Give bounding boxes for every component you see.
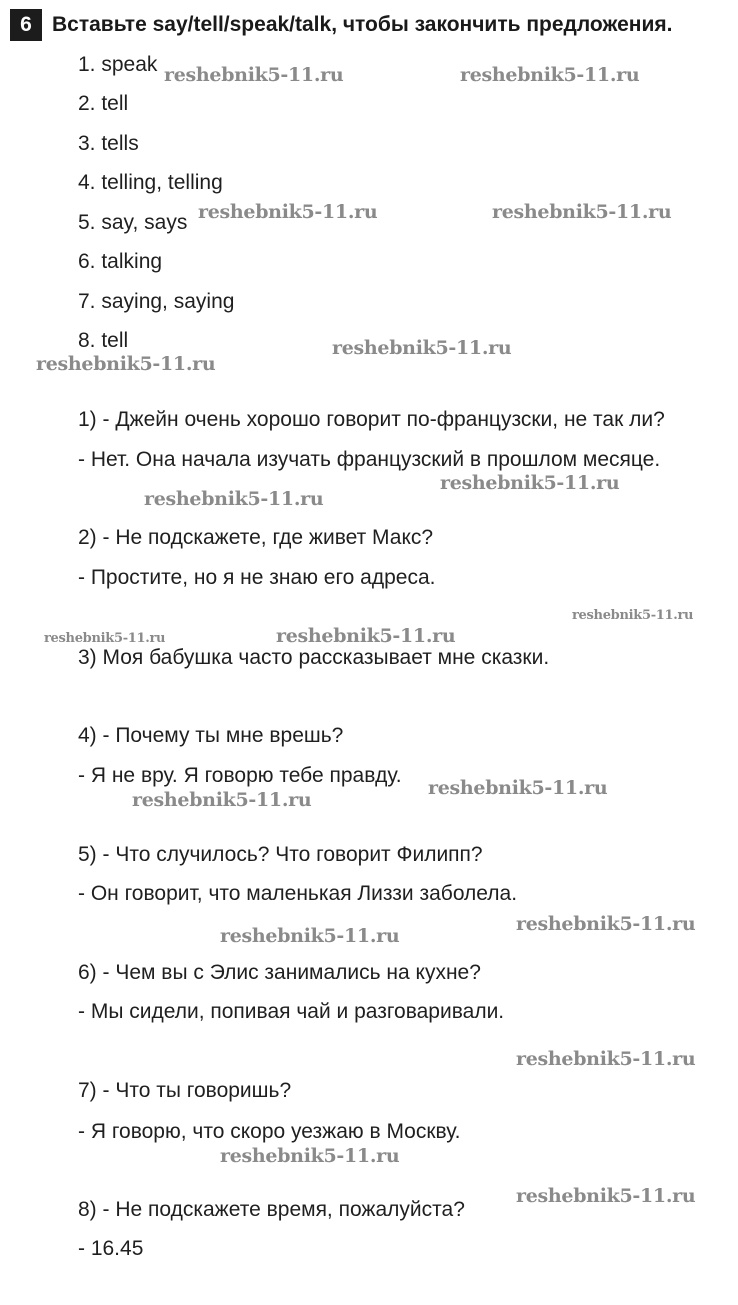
- translation-line: - Простите, но я не знаю его адреса.: [78, 566, 436, 589]
- translation-line: - Нет. Она начала изучать французский в прошлом месяце.: [78, 448, 661, 471]
- watermark: reshebnik5-11.ru: [276, 625, 456, 647]
- translation-line: 3) Моя бабушка часто рассказывает мне сказки.: [78, 646, 550, 669]
- exercise-number: 6: [10, 9, 42, 41]
- translation-line: - Я говорю, что скоро уезжаю в Москву.: [78, 1120, 461, 1143]
- watermark: reshebnik5-11.ru: [460, 64, 640, 86]
- translation-line: 7) - Что ты говоришь?: [78, 1079, 292, 1102]
- answer-line: 5. say, says: [78, 211, 188, 234]
- answer-line: 2. tell: [78, 92, 129, 115]
- translation-line: 4) - Почему ты мне врешь?: [78, 724, 344, 747]
- watermark: reshebnik5-11.ru: [144, 488, 324, 510]
- translation-line: 1) - Джейн очень хорошо говорит по-французски, не так ли?: [78, 408, 665, 431]
- watermark: reshebnik5-11.ru: [164, 64, 344, 86]
- watermark: reshebnik5-11.ru: [132, 789, 312, 811]
- translation-line: 5) - Что случилось? Что говорит Филипп?: [78, 843, 483, 866]
- watermark: reshebnik5-11.ru: [492, 201, 672, 223]
- watermark: reshebnik5-11.ru: [44, 631, 166, 646]
- translation-line: - Мы сидели, попивая чай и разговаривали.: [78, 1000, 505, 1023]
- watermark: reshebnik5-11.ru: [516, 913, 696, 935]
- watermark: reshebnik5-11.ru: [516, 1185, 696, 1207]
- watermark: reshebnik5-11.ru: [36, 353, 216, 375]
- answer-line: 3. tells: [78, 132, 139, 155]
- answer-line: 8. tell: [78, 329, 129, 352]
- translation-line: - Он говорит, что маленькая Лиззи заболела.: [78, 882, 518, 905]
- exercise-title: Вставьте say/tell/speak/talk, чтобы закончить предложения.: [52, 13, 673, 36]
- watermark: reshebnik5-11.ru: [440, 472, 620, 494]
- answer-line: 1. speak: [78, 53, 158, 76]
- answer-line: 6. talking: [78, 250, 163, 273]
- watermark: reshebnik5-11.ru: [428, 777, 608, 799]
- watermark: reshebnik5-11.ru: [572, 608, 694, 623]
- answer-line: 4. telling, telling: [78, 171, 223, 194]
- answer-line: 7. saying, saying: [78, 290, 235, 313]
- watermark: reshebnik5-11.ru: [332, 337, 512, 359]
- translation-line: 2) - Не подскажете, где живет Макс?: [78, 526, 434, 549]
- translation-line: 6) - Чем вы с Элис занимались на кухне?: [78, 961, 481, 984]
- translation-line: 8) - Не подскажете время, пожалуйста?: [78, 1198, 465, 1221]
- watermark: reshebnik5-11.ru: [220, 1145, 400, 1167]
- watermark: reshebnik5-11.ru: [198, 201, 378, 223]
- watermark: reshebnik5-11.ru: [220, 925, 400, 947]
- watermark: reshebnik5-11.ru: [516, 1048, 696, 1070]
- translation-line: - 16.45: [78, 1237, 144, 1260]
- translation-line: - Я не вру. Я говорю тебе правду.: [78, 764, 402, 787]
- exercise-header: [10, 8, 736, 42]
